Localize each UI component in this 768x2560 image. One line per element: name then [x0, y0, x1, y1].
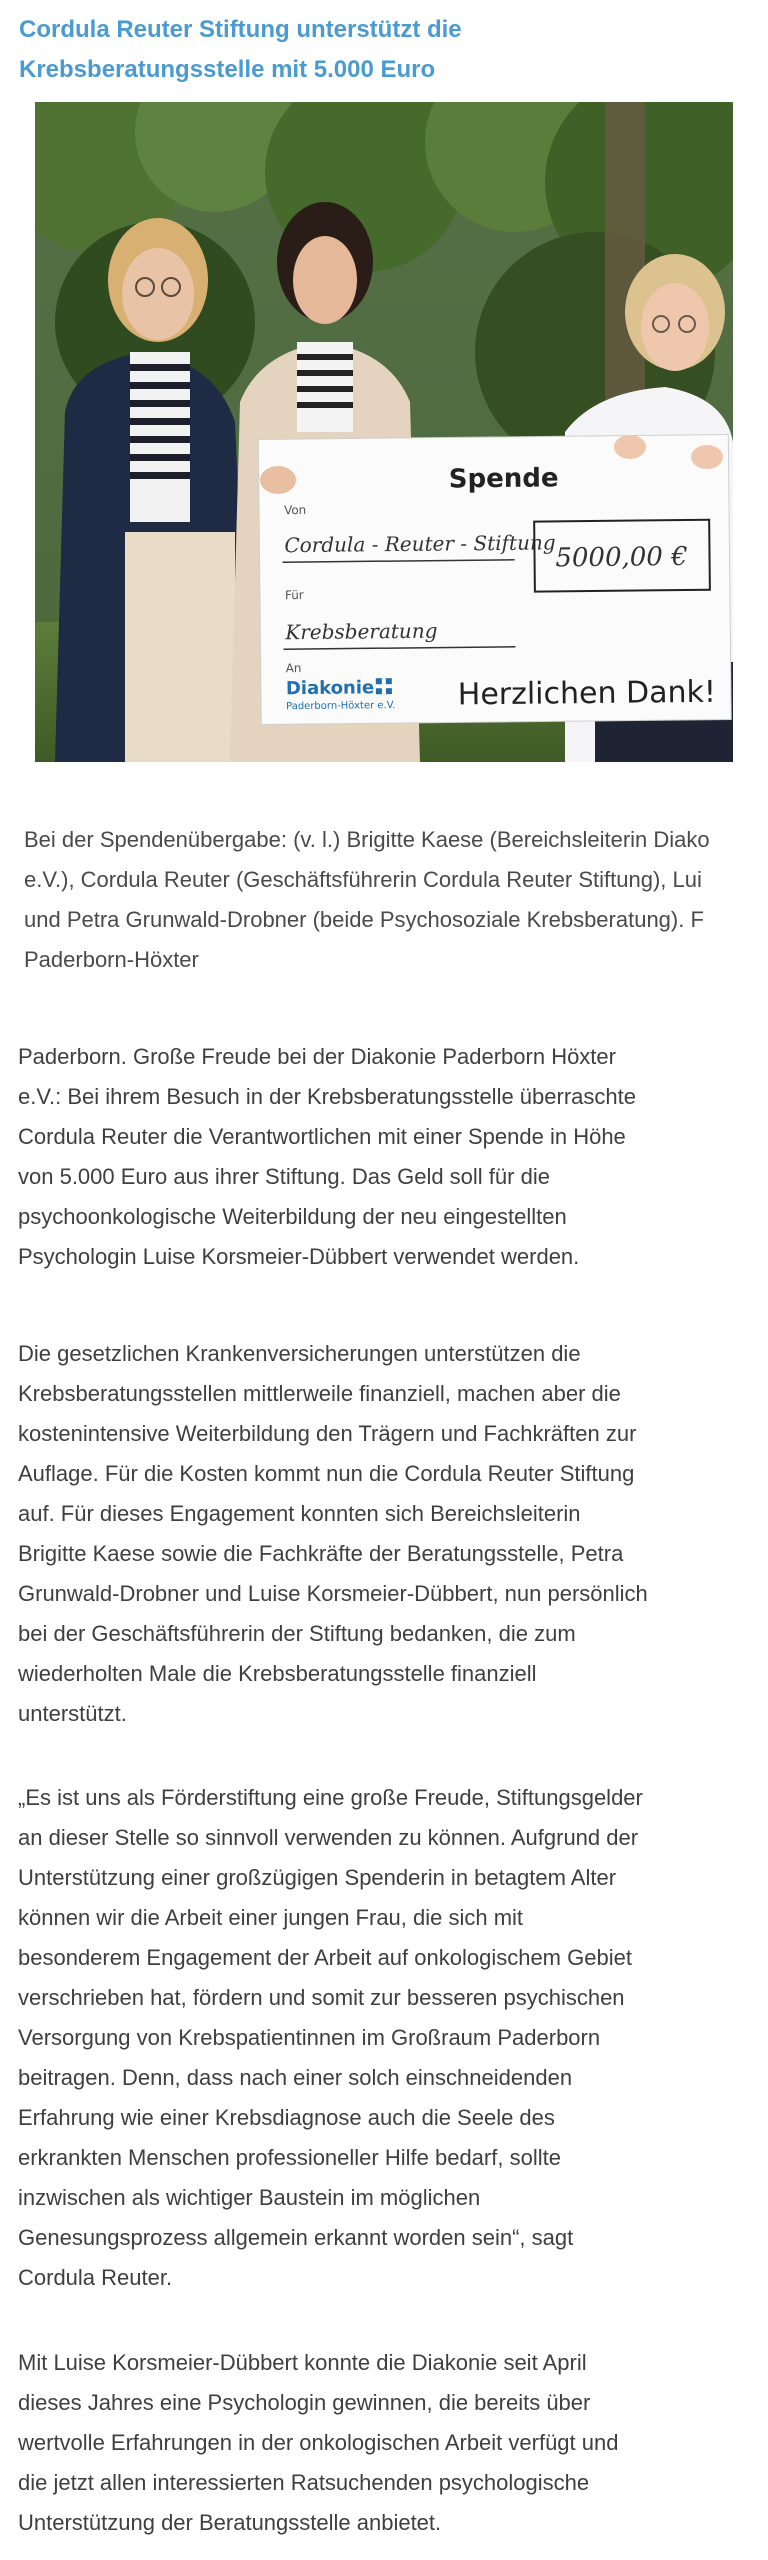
paragraph-line: Cordula Reuter die Verantwortlichen mit einer Spende in Höhe [18, 1124, 626, 1149]
paragraph-line: kostenintensive Weiterbildung den Trägern und Fachkräften zur [18, 1421, 637, 1446]
paragraph-line: die jetzt allen interessierten Ratsuchenden psychologische [18, 2470, 590, 2495]
paragraph-line: inzwischen als wichtiger Baustein im möglichen [18, 2185, 481, 2210]
paragraph-line: können wir die Arbeit einer jungen Frau, die sich mit [18, 1905, 524, 1930]
caption-line: e.V.), Cordula Reuter (Geschäftsführerin Cordula Reuter Stiftung), Lui [24, 867, 702, 892]
check-thanks: Herzlichen Dank! [457, 674, 717, 713]
paragraph-1 [18, 1037, 718, 1277]
paragraph-3 [18, 1778, 718, 2298]
check-to-label: An [285, 661, 302, 676]
paragraph-4 [18, 2343, 718, 2543]
paragraph-line: Krebsberatungsstellen mittlerweile finanziell, machen aber die [18, 1381, 621, 1406]
paragraph-line: dieses Jahres eine Psychologin gewinnen, die bereits über [18, 2390, 591, 2415]
paragraph-line: Unterstützung der Beratungsstelle anbietet. [18, 2510, 442, 2535]
paragraph-line: bei der Geschäftsführerin der Stiftung bedanken, die zum [18, 1621, 576, 1646]
paragraph-line: verschrieben hat, fördern und somit zur besseren psychischen [18, 1985, 625, 2010]
paragraph-line: auf. Für dieses Engagement konnten sich Bereichsleiterin [18, 1501, 581, 1526]
paragraph-line: Mit Luise Korsmeier-Dübbert konnte die Diakonie seit April [18, 2350, 587, 2375]
photo-illustration [35, 102, 733, 762]
paragraph-line: Paderborn. Große Freude bei der Diakonie Paderborn Höxter [18, 1044, 616, 1069]
paragraph-line: von 5.000 Euro aus ihrer Stiftung. Das Geld soll für die [18, 1164, 550, 1189]
paragraph-line: Cordula Reuter. [18, 2265, 173, 2290]
check-heading: Spende [448, 463, 559, 495]
diakonie-cross-icon [376, 678, 392, 694]
article-title [19, 10, 739, 90]
paragraph-line: wiederholten Male die Krebsberatungsstelle finanziell [18, 1661, 537, 1686]
paragraph-line: Erfahrung wie einer Krebsdiagnose auch die Seele des [18, 2105, 555, 2130]
check-for-value: Krebsberatung [285, 618, 438, 645]
paragraph-line: Brigitte Kaese sowie die Fachkräfte der Beratungsstelle, Petra [18, 1541, 624, 1566]
paragraph-line: psychoonkologische Weiterbildung der neu eingestellten [18, 1204, 567, 1229]
paragraph-line: Unterstützung einer großzügigen Spenderin in betagtem Alter [18, 1865, 617, 1890]
diakonie-logo-sub: Paderborn-Höxter e.V. [286, 700, 396, 713]
caption-line: Bei der Spendenübergabe: (v. l.) Brigitte Kaese (Bereichsleiterin Diako [24, 827, 710, 852]
donation-check [258, 435, 731, 725]
check-amount: 5000,00 € [555, 541, 688, 574]
paragraph-line: unterstützt. [18, 1701, 127, 1726]
title-line: Krebsberatungsstelle mit 5.000 Euro [19, 56, 436, 83]
paragraph-line: beitragen. Denn, dass nach einer solch einschneidenden [18, 2065, 573, 2090]
paragraph-line: besonderem Engagement der Arbeit auf onkologischem Gebiet [18, 1945, 632, 1970]
diakonie-logo-name: Diakonie [285, 677, 375, 700]
paragraph-line: Die gesetzlichen Krankenversicherungen unterstützen die [18, 1341, 581, 1366]
check-from-value: Cordula - Reuter - Stiftung [284, 530, 556, 558]
photo-caption [24, 820, 744, 980]
paragraph-line: an dieser Stelle so sinnvoll verwenden zu können. Aufgrund der [18, 1825, 639, 1850]
check-from-label: Von [283, 502, 307, 518]
caption-line: Paderborn-Höxter [24, 947, 199, 972]
paragraph-line: Versorgung von Krebspatientinnen im Großraum Paderborn [18, 2025, 601, 2050]
title-line: Cordula Reuter Stiftung unterstützt die [19, 16, 462, 43]
caption-line: und Petra Grunwald-Drobner (beide Psychosoziale Krebsberatung). F [24, 907, 704, 932]
paragraph-line: „Es ist uns als Förderstiftung eine große Freude, Stiftungsgelder [18, 1785, 643, 1810]
article-photo [35, 102, 733, 762]
paragraph-line: e.V.: Bei ihrem Besuch in der Krebsberatungsstelle überraschte [18, 1084, 636, 1109]
paragraph-line: Psychologin Luise Korsmeier-Dübbert verwendet werden. [18, 1244, 580, 1269]
paragraph-line: erkrankten Menschen professioneller Hilfe bedarf, sollte [18, 2145, 561, 2170]
check-for-label: Für [284, 588, 304, 603]
paragraph-line: Genesungsprozess allgemein erkannt worden sein“, sagt [18, 2225, 574, 2250]
paragraph-2 [18, 1334, 718, 1734]
paragraph-line: Auflage. Für die Kosten kommt nun die Cordula Reuter Stiftung [18, 1461, 635, 1486]
paragraph-line: Grunwald-Drobner und Luise Korsmeier-Dübbert, nun persönlich [18, 1581, 648, 1606]
paragraph-line: wertvolle Erfahrungen in der onkologischen Arbeit verfügt und [18, 2430, 619, 2455]
